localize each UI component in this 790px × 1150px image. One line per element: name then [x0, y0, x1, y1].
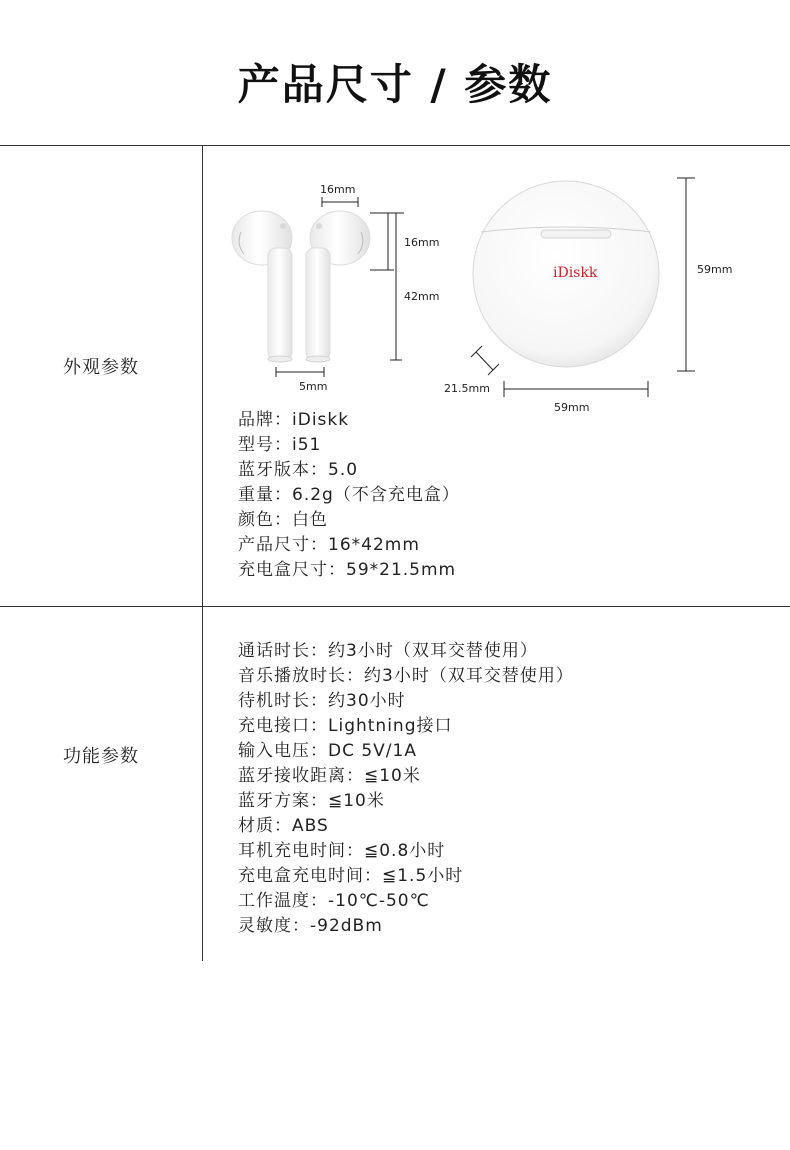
product-dimension-diagram	[0, 0, 790, 420]
spec-item: 型号：i51	[238, 435, 322, 455]
spec-item: 音乐播放时长：约3小时（双耳交替使用）	[238, 666, 574, 686]
spec-item: 充电盒尺寸：59*21.5mm	[238, 560, 457, 580]
spec-item: 蓝牙接收距离：≦10米	[238, 766, 421, 786]
brand-logo: iDiskk	[553, 265, 598, 281]
case-depth-label: 21.5mm	[444, 382, 490, 395]
spec-item: 工作温度：-10℃-50℃	[238, 891, 430, 911]
earbud-head-label: 16mm	[404, 236, 440, 249]
appearance-spec-list	[238, 408, 460, 583]
spec-item: 重量：6.2g（不含充电盒）	[238, 485, 460, 505]
spec-item: 充电接口：Lightning接口	[238, 716, 453, 736]
spec-item: 材质：ABS	[238, 816, 329, 836]
left-earbud-image	[232, 211, 292, 362]
function-section-label: 功能参数	[63, 746, 139, 767]
earbud-stem-width-label: 5mm	[299, 380, 328, 393]
spec-item: 蓝牙版本：5.0	[238, 460, 359, 480]
page-title: 产品尺寸 / 参数	[237, 60, 553, 109]
right-earbud-image	[306, 211, 370, 362]
spec-item: 颜色：白色	[238, 510, 328, 530]
spec-item: 蓝牙方案：≦10米	[238, 791, 385, 811]
earbud-width-label: 16mm	[320, 183, 356, 196]
case-width-label: 59mm	[554, 401, 590, 414]
spec-item: 充电盒充电时间：≦1.5小时	[238, 866, 464, 886]
spec-item: 产品尺寸：16*42mm	[238, 535, 420, 555]
spec-item: 灵敏度：-92dBm	[238, 916, 383, 936]
table-row-divider	[0, 606, 790, 607]
earbud-stem-label: 42mm	[404, 290, 440, 303]
spec-item: 品牌：iDiskk	[238, 410, 350, 430]
spec-item: 耳机充电时间：≦0.8小时	[238, 841, 446, 861]
spec-item: 待机时长：约30小时	[238, 691, 406, 711]
spec-item: 通话时长：约3小时（双耳交替使用）	[238, 641, 538, 661]
appearance-section-label: 外观参数	[63, 357, 139, 378]
spec-item: 输入电压：DC 5V/1A	[238, 741, 417, 761]
function-spec-list	[238, 639, 574, 939]
case-height-label: 59mm	[697, 263, 733, 276]
